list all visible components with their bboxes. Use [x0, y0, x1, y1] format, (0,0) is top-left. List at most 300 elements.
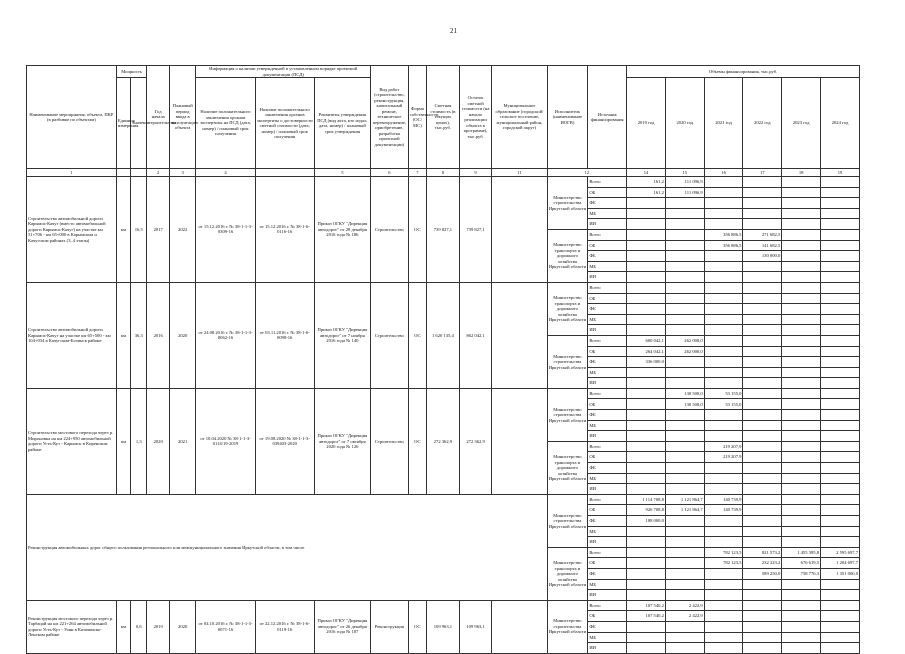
source-label: ОБ [588, 399, 627, 410]
amount-cell [627, 272, 666, 283]
amount-cell [627, 399, 666, 410]
amount-cell [821, 463, 860, 474]
amount-cell [782, 516, 821, 527]
source-label: ФБ [588, 621, 627, 632]
amount-cell [821, 420, 860, 431]
amount-cell [665, 441, 704, 452]
amount-cell [704, 568, 743, 579]
amount-cell [627, 240, 666, 251]
amount-cell: 676 619,5 [782, 558, 821, 569]
amount-cell [665, 579, 704, 590]
table-row [27, 494, 860, 505]
amount-cell [782, 452, 821, 463]
amount-cell [821, 643, 860, 654]
amount-cell [743, 198, 782, 209]
object-conclusion: от 15.12.2016 г. № 38-1-1-3-0309-16 [196, 177, 255, 283]
object-municipal [492, 388, 547, 494]
object-conclusion2: от 22.12.2016 г. № 38-1-6-0119-16 [255, 600, 314, 653]
source-label: МБ [588, 420, 627, 431]
source-label: МБ [588, 208, 627, 219]
amount-cell [821, 282, 860, 293]
amount-cell [704, 219, 743, 230]
amount-cell [821, 621, 860, 632]
object-start-year: 2019 [147, 600, 169, 653]
amount-cell [627, 208, 666, 219]
object-ownership: ОС [408, 388, 426, 494]
column-number: 5 [314, 169, 370, 177]
amount-cell [782, 590, 821, 601]
amount-cell [665, 484, 704, 495]
source-label: ФБ [588, 463, 627, 474]
amount-cell [704, 198, 743, 209]
object-remaining: 739 827,1 [459, 177, 492, 283]
amount-cell [665, 558, 704, 569]
amount-cell [821, 177, 860, 188]
object-start-year: 2016 [147, 282, 169, 388]
amount-cell [704, 526, 743, 537]
amount-cell [665, 314, 704, 325]
amount-cell [743, 282, 782, 293]
amount-cell: 141 682,5 [743, 240, 782, 251]
amount-cell [665, 229, 704, 240]
amount-cell [743, 579, 782, 590]
amount-cell: 130 500,0 [665, 388, 704, 399]
amount-cell [704, 187, 743, 198]
column-number: 15 [665, 169, 704, 177]
header-year: 2024 год [821, 78, 860, 169]
amount-cell: 140 739,9 [704, 505, 743, 516]
amount-cell: 2 595 697,7 [821, 547, 860, 558]
amount-cell [782, 579, 821, 590]
amount-cell [627, 568, 666, 579]
amount-cell [665, 261, 704, 272]
object-ownership: ОС [408, 282, 426, 388]
header-financing: Объемы финансирования, тыс.руб. [627, 66, 860, 78]
amount-cell: 130 500,0 [665, 399, 704, 410]
executor-name: Министерство строительства Иркутской области [547, 335, 588, 388]
header-conclusion2: Наличие положительного заключения органов экспертизы о достоверности сметной стоимости (дата, номер) / плановый срок получения [255, 78, 314, 169]
amount-cell [782, 272, 821, 283]
object-name: Строительство автомобильной дороги Карымск-Качуг на участке км 65+500 - км 104+034 в Качугском-Бозинск районе [27, 282, 117, 388]
amount-cell: 130 000,0 [743, 251, 782, 262]
amount-cell [821, 516, 860, 527]
amount-cell: 1 114 708,8 [627, 494, 666, 505]
amount-cell [782, 282, 821, 293]
amount-cell [665, 547, 704, 558]
column-number [116, 169, 130, 177]
amount-cell [821, 537, 860, 548]
amount-cell [782, 643, 821, 654]
source-label: ОБ [588, 346, 627, 357]
amount-cell [743, 187, 782, 198]
amount-cell [704, 367, 743, 378]
source-label: ИИ [588, 431, 627, 442]
amount-cell [627, 441, 666, 452]
object-conclusion2: от 19.08.2020 № 38-1-1-3-039403-2020 [255, 388, 314, 494]
amount-cell [665, 272, 704, 283]
object-approval: Приказ ОГКУ "Дирекция автодорог" от 7 октября 2020 года № 126 [314, 388, 370, 494]
amount-cell [743, 399, 782, 410]
amount-cell: 589 250,0 [743, 568, 782, 579]
amount-cell [665, 568, 704, 579]
amount-cell [704, 590, 743, 601]
amount-cell [704, 177, 743, 188]
object-remaining: 272 362,9 [459, 388, 492, 494]
source-label: ФБ [588, 304, 627, 315]
amount-cell [704, 357, 743, 368]
header-ownership: Форма собственности (ОС/МС) [408, 66, 426, 169]
amount-cell [743, 219, 782, 230]
amount-cell [821, 325, 860, 336]
amount-cell [821, 452, 860, 463]
object-conclusion: от 24.08.2016 г. № 38-1-1-3-0062-16 [196, 282, 255, 388]
amount-cell [627, 621, 666, 632]
source-label: ИИ [588, 272, 627, 283]
amount-cell [704, 621, 743, 632]
header-capacity: Мощность [116, 66, 147, 78]
object-plan-year: 2022 [169, 177, 196, 283]
amount-cell [743, 378, 782, 389]
amount-cell [821, 484, 860, 495]
amount-cell [743, 367, 782, 378]
amount-cell [627, 558, 666, 569]
amount-cell [627, 484, 666, 495]
source-label: Всего [588, 547, 627, 558]
amount-cell [743, 325, 782, 336]
amount-cell: 356 886,5 [704, 240, 743, 251]
amount-cell [743, 463, 782, 474]
column-number: 14 [627, 169, 666, 177]
amount-cell [821, 219, 860, 230]
source-label: ФБ [588, 251, 627, 262]
header-estimate: Сметная стоимость (в текущих ценах), тыс.руб. [427, 66, 460, 169]
amount-cell [704, 643, 743, 654]
amount-cell [821, 590, 860, 601]
object-start-year: 2020 [147, 388, 169, 494]
header-source: Источник финансирования [588, 66, 627, 169]
amount-cell [821, 378, 860, 389]
amount-cell [743, 208, 782, 219]
amount-cell [627, 261, 666, 272]
column-number: 18 [782, 169, 821, 177]
amount-cell [627, 431, 666, 442]
header-year: 2023 год [782, 78, 821, 169]
amount-cell: 782 123,5 [704, 558, 743, 569]
table-row [27, 388, 860, 399]
amount-cell [782, 600, 821, 611]
object-municipal [492, 600, 547, 653]
amount-cell: 262 000,0 [665, 335, 704, 346]
amount-cell [627, 473, 666, 484]
amount-cell: 758 776,3 [782, 568, 821, 579]
amount-cell [627, 314, 666, 325]
amount-cell: 271 682,5 [743, 229, 782, 240]
amount-cell: 1 121 864,7 [665, 505, 704, 516]
column-number: 17 [743, 169, 782, 177]
amount-cell [821, 293, 860, 304]
amount-cell [821, 431, 860, 442]
table-row [27, 600, 860, 611]
amount-cell [782, 229, 821, 240]
source-label: МБ [588, 579, 627, 590]
source-label: ФБ [588, 357, 627, 368]
header-year: 2021 год [704, 78, 743, 169]
amount-cell: 107 540,2 [627, 611, 666, 622]
column-number: 3 [169, 169, 196, 177]
amount-cell [627, 304, 666, 315]
amount-cell [743, 590, 782, 601]
header-year: 2019 год [627, 78, 666, 169]
header-year: 2020 год [665, 78, 704, 169]
amount-cell [627, 590, 666, 601]
amount-cell [704, 431, 743, 442]
amount-cell: 600 042,1 [627, 335, 666, 346]
source-label: МБ [588, 526, 627, 537]
amount-cell [782, 378, 821, 389]
header-plan-year: Плановый период ввода в эксплуатацию объекта [169, 66, 196, 169]
amount-cell: 188 000,0 [627, 516, 666, 527]
source-label: ФБ [588, 198, 627, 209]
amount-cell [704, 208, 743, 219]
amount-cell [704, 410, 743, 421]
column-number: 4 [196, 169, 255, 177]
source-label: ИИ [588, 643, 627, 654]
amount-cell [743, 452, 782, 463]
amount-cell: 219 207,9 [704, 441, 743, 452]
column-number [255, 169, 314, 177]
amount-cell: 53 155,0 [704, 399, 743, 410]
header-value: Значение [131, 78, 147, 169]
amount-cell [704, 314, 743, 325]
amount-cell [704, 516, 743, 527]
amount-cell: 219 207,9 [704, 452, 743, 463]
amount-cell [743, 410, 782, 421]
amount-cell [782, 325, 821, 336]
column-number: 16 [704, 169, 743, 177]
amount-cell [704, 463, 743, 474]
executor-name: Министерство строительства Иркутской области [547, 388, 588, 441]
amount-cell [743, 304, 782, 315]
amount-cell [821, 600, 860, 611]
amount-cell [627, 219, 666, 230]
amount-cell [782, 431, 821, 442]
amount-cell [821, 251, 860, 262]
amount-cell [821, 367, 860, 378]
amount-cell: 1 351 000,0 [821, 568, 860, 579]
object-start-year: 2017 [147, 177, 169, 283]
amount-cell: 336 000,0 [627, 357, 666, 368]
amount-cell: 356 886,5 [704, 229, 743, 240]
amount-cell [665, 420, 704, 431]
amount-cell [665, 452, 704, 463]
amount-cell [743, 261, 782, 272]
amount-cell: 1 455 395,8 [782, 547, 821, 558]
amount-cell [627, 325, 666, 336]
amount-cell [782, 632, 821, 643]
object-value: 16,5 [131, 177, 147, 283]
amount-cell [743, 335, 782, 346]
amount-cell [665, 526, 704, 537]
amount-cell [782, 367, 821, 378]
object-name: Строительство мостового перехода через р. Мироновка на км 224+950 автомобильной дороги Усть-Кут - Карымск в Киренском районе [27, 388, 117, 494]
amount-cell [665, 537, 704, 548]
amount-cell [821, 579, 860, 590]
amount-cell [704, 304, 743, 315]
object-remaining: 109 963,1 [459, 600, 492, 653]
amount-cell [782, 621, 821, 632]
header-municipal: Муниципальное образование (городской/сельское поселение, муниципальный район, городской округ) [492, 66, 547, 169]
table-row [27, 282, 860, 293]
amount-cell [665, 516, 704, 527]
object-name: Строительство автомобильной дороги Карымск-Качуг (вместо автомобильной дороги Кярымск-Качуг) на участке км 51+706 - км 65+000 в Карымском и Качугском районах (3, 4 этапы) [27, 177, 117, 283]
object-approval: Приказ ОГКУ "Дирекция автодорог" от 7 ноября 2016 года № 140 [314, 282, 370, 388]
amount-cell [743, 643, 782, 654]
amount-cell [743, 293, 782, 304]
source-label: МБ [588, 632, 627, 643]
column-number [131, 169, 147, 177]
amount-cell [782, 261, 821, 272]
amount-cell: 1 204 697,7 [821, 558, 860, 569]
amount-cell [665, 590, 704, 601]
column-number: 19 [821, 169, 860, 177]
amount-cell [782, 420, 821, 431]
amount-cell [743, 484, 782, 495]
amount-cell [743, 272, 782, 283]
object-remaining: 862 042,1 [459, 282, 492, 388]
amount-cell: 1 121 864,7 [665, 494, 704, 505]
amount-cell [704, 325, 743, 336]
amount-cell [704, 282, 743, 293]
column-numbers-row [27, 169, 860, 177]
amount-cell [743, 388, 782, 399]
amount-cell [821, 441, 860, 452]
object-conclusion2: от 15.12.2016 г. № 38-1-6-0116-16 [255, 177, 314, 283]
amount-cell [704, 473, 743, 484]
executor-name: Министерство транспорта и дорожного хозяйства Иркутской области [547, 441, 588, 494]
amount-cell [704, 420, 743, 431]
amount-cell [821, 611, 860, 622]
amount-cell [782, 314, 821, 325]
amount-cell [782, 251, 821, 262]
amount-cell [665, 198, 704, 209]
source-label: МБ [588, 261, 627, 272]
amount-cell [627, 526, 666, 537]
amount-cell [821, 208, 860, 219]
amount-cell [665, 378, 704, 389]
object-estimate: 272 362,9 [427, 388, 460, 494]
amount-cell [665, 304, 704, 315]
amount-cell [665, 643, 704, 654]
table-row [27, 177, 860, 188]
amount-cell [782, 611, 821, 622]
amount-cell [782, 198, 821, 209]
object-municipal [492, 177, 547, 283]
amount-cell [665, 473, 704, 484]
amount-cell [743, 621, 782, 632]
object-estimate: 739 827,1 [427, 177, 460, 283]
amount-cell [821, 505, 860, 516]
amount-cell [782, 208, 821, 219]
source-label: ОБ [588, 452, 627, 463]
amount-cell: 53 155,0 [704, 388, 743, 399]
amount-cell [782, 177, 821, 188]
amount-cell [704, 611, 743, 622]
amount-cell [704, 335, 743, 346]
amount-cell [665, 240, 704, 251]
object-conclusion: от 10.04.2020 № 38-1-1-3-0114/19-2019 [196, 388, 255, 494]
amount-cell [782, 304, 821, 315]
amount-cell [665, 219, 704, 230]
amount-cell [821, 335, 860, 346]
amount-cell [821, 304, 860, 315]
executor-name: Министерство транспорта и дорожного хозяйства Иркутской области [547, 282, 588, 335]
amount-cell [743, 441, 782, 452]
amount-cell [627, 452, 666, 463]
amount-cell: 264 042,1 [627, 346, 666, 357]
source-label: МБ [588, 367, 627, 378]
amount-cell [782, 388, 821, 399]
object-approval: Приказ ОГКУ "Дирекция автодорог" от 26 декабря 2016 года № 187 [314, 600, 370, 653]
amount-cell [704, 261, 743, 272]
amount-cell [665, 410, 704, 421]
amount-cell [627, 420, 666, 431]
amount-cell [627, 643, 666, 654]
object-municipal [492, 282, 547, 388]
amount-cell [665, 325, 704, 336]
source-label: Всего [588, 388, 627, 399]
source-label: ФБ [588, 516, 627, 527]
amount-cell: 2 422,9 [665, 611, 704, 622]
header-start-year: Год начала строительства [147, 66, 169, 169]
amount-cell [743, 357, 782, 368]
header-conclusion: Наличие положительного заключения органов экспертизы на ПСД (дата, номер) / плановый срок получения [196, 78, 255, 169]
amount-cell [665, 431, 704, 442]
amount-cell [704, 251, 743, 262]
source-label: МБ [588, 473, 627, 484]
amount-cell [821, 187, 860, 198]
source-label: Всего [588, 177, 627, 188]
source-label: ИИ [588, 484, 627, 495]
amount-cell [782, 335, 821, 346]
amount-cell [782, 293, 821, 304]
source-label: ФБ [588, 568, 627, 579]
amount-cell: 161,2 [627, 187, 666, 198]
amount-cell [665, 251, 704, 262]
amount-cell [782, 526, 821, 537]
amount-cell [743, 420, 782, 431]
object-approval: Приказ ОГКУ "Дирекция автодорог" от 28 декабря 2016 года № 186 [314, 177, 370, 283]
object-plan-year: 2021 [169, 388, 196, 494]
object-conclusion: от 04.10.2016 г. № 38-1-1-3-0071-16 [196, 600, 255, 653]
amount-cell [665, 282, 704, 293]
source-label: МБ [588, 314, 627, 325]
amount-cell [704, 346, 743, 357]
amount-cell [782, 494, 821, 505]
amount-cell [627, 579, 666, 590]
header-remaining: Остаток сметной стоимости (на начало реализации объекта в программе), тыс.руб. [459, 66, 492, 169]
amount-cell [821, 229, 860, 240]
page-number: 21 [450, 27, 457, 35]
object-ownership: ОС [408, 600, 426, 653]
amount-cell [821, 261, 860, 272]
amount-cell [743, 526, 782, 537]
amount-cell [743, 473, 782, 484]
amount-cell [665, 208, 704, 219]
column-number: 9 [459, 169, 492, 177]
amount-cell [821, 272, 860, 283]
amount-cell: 111 096,9 [665, 177, 704, 188]
financing-table [26, 65, 860, 654]
